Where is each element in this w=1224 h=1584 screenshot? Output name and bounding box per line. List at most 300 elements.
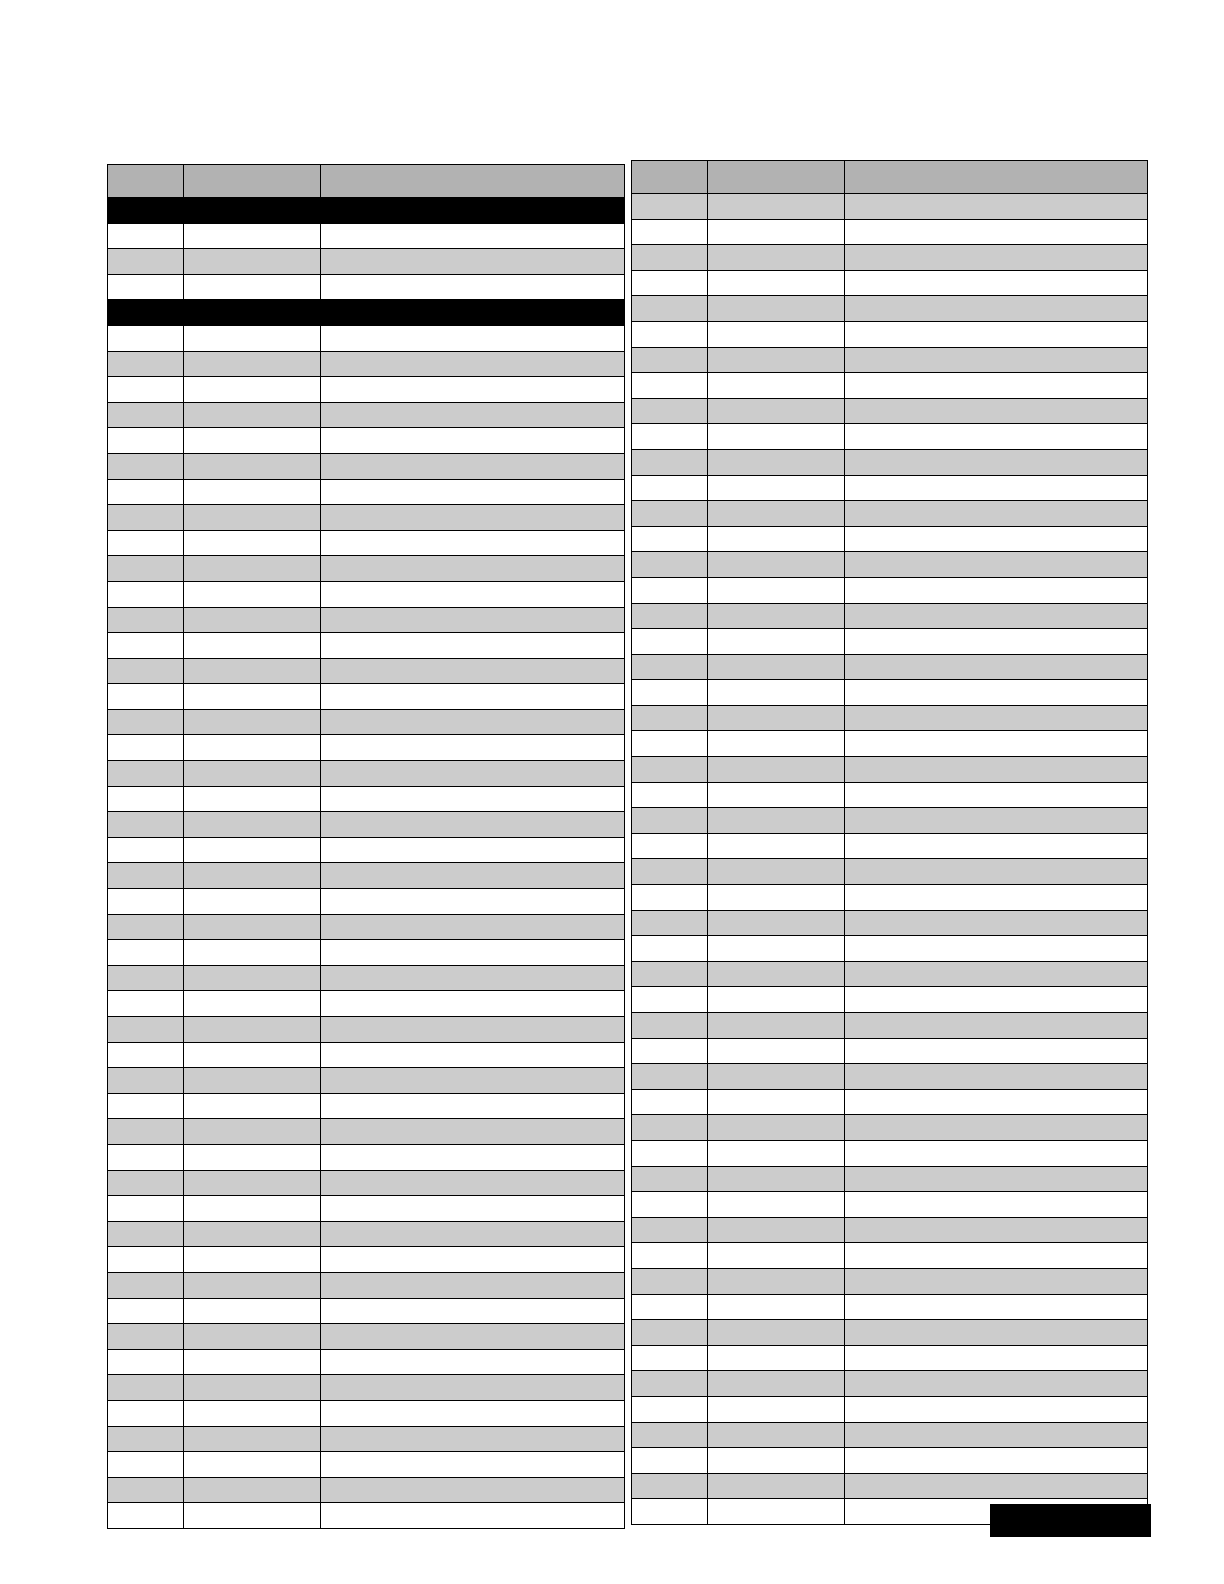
table-cell <box>632 1320 708 1346</box>
table-cell <box>708 910 845 936</box>
table-row <box>108 325 625 351</box>
table-row <box>632 1294 1148 1320</box>
table-cell <box>184 735 321 761</box>
table-cell <box>708 1499 845 1525</box>
table-cell <box>845 885 1148 911</box>
table-cell <box>108 556 184 582</box>
table-cell <box>708 1115 845 1141</box>
table-cell <box>321 786 625 812</box>
table-cell <box>321 658 625 684</box>
table-row <box>632 1192 1148 1218</box>
header-cell-2 <box>184 165 321 198</box>
table-cell <box>708 757 845 783</box>
table-cell <box>708 194 845 220</box>
table-cell <box>108 1298 184 1324</box>
table-cell <box>108 1042 184 1068</box>
table-cell <box>632 194 708 220</box>
table-cell <box>632 526 708 552</box>
table-cell <box>708 321 845 347</box>
table-cell <box>632 705 708 731</box>
table-cell <box>845 654 1148 680</box>
table-cell <box>845 475 1148 501</box>
table-cell <box>632 1345 708 1371</box>
table-cell <box>108 1170 184 1196</box>
table-row <box>632 1396 1148 1422</box>
table-row <box>108 1221 625 1247</box>
table-cell <box>108 1503 184 1529</box>
table-cell <box>108 837 184 863</box>
table-row <box>632 654 1148 680</box>
table-cell <box>845 577 1148 603</box>
table-row <box>108 991 625 1017</box>
table-cell <box>632 603 708 629</box>
table-row <box>108 1298 625 1324</box>
table-cell <box>108 479 184 505</box>
table-cell <box>845 1064 1148 1090</box>
table-row <box>632 1166 1148 1192</box>
table-cell <box>632 475 708 501</box>
table-row <box>108 633 625 659</box>
table-cell <box>108 1426 184 1452</box>
table-cell <box>845 501 1148 527</box>
table-row <box>632 245 1148 271</box>
table-cell <box>632 1140 708 1166</box>
table-cell <box>108 991 184 1017</box>
table-cell <box>708 961 845 987</box>
table-cell <box>845 1320 1148 1346</box>
table-cell <box>108 1017 184 1043</box>
table-row <box>632 577 1148 603</box>
table-row <box>108 1170 625 1196</box>
table-row <box>632 757 1148 783</box>
table-row <box>108 1042 625 1068</box>
table-cell <box>632 321 708 347</box>
table-cell <box>108 530 184 556</box>
table-cell <box>632 680 708 706</box>
table-row <box>108 940 625 966</box>
table-cell <box>184 1247 321 1273</box>
table-row <box>632 1013 1148 1039</box>
table-cell <box>845 603 1148 629</box>
table-row <box>632 424 1148 450</box>
table-cell <box>108 1144 184 1170</box>
table-cell <box>708 1371 845 1397</box>
table-cell <box>184 709 321 735</box>
table-cell <box>845 321 1148 347</box>
table-row <box>632 603 1148 629</box>
table-body <box>632 194 1148 1525</box>
table-cell <box>184 1324 321 1350</box>
table-cell <box>708 1217 845 1243</box>
table-cell <box>708 449 845 475</box>
table-row <box>108 556 625 582</box>
table-cell <box>632 885 708 911</box>
table-cell <box>108 914 184 940</box>
table-cell <box>321 1247 625 1273</box>
table-row <box>108 786 625 812</box>
table-cell <box>321 709 625 735</box>
table-cell <box>708 245 845 271</box>
table-cell <box>321 325 625 351</box>
table-cell <box>708 629 845 655</box>
table-cell <box>708 1448 845 1474</box>
table-row <box>632 910 1148 936</box>
table-cell <box>845 910 1148 936</box>
table-row <box>632 1217 1148 1243</box>
table-row <box>108 1349 625 1375</box>
table-cell <box>108 658 184 684</box>
table-cell <box>845 1013 1148 1039</box>
table-cell <box>321 223 625 249</box>
table-row <box>108 684 625 710</box>
table-cell <box>321 300 625 326</box>
table-cell <box>108 735 184 761</box>
table-cell <box>108 1221 184 1247</box>
table-row <box>108 1375 625 1401</box>
table-row <box>632 194 1148 220</box>
table-cell <box>184 1068 321 1094</box>
section-header-row <box>108 300 625 326</box>
section-header-row <box>108 198 625 224</box>
table-cell <box>632 757 708 783</box>
table-cell <box>321 1119 625 1145</box>
table-cell <box>108 274 184 300</box>
table-cell <box>321 761 625 787</box>
table-cell <box>108 377 184 403</box>
table-row <box>108 581 625 607</box>
table-cell <box>632 961 708 987</box>
table-cell <box>321 965 625 991</box>
table-cell <box>845 629 1148 655</box>
table-row <box>632 321 1148 347</box>
table-cell <box>108 428 184 454</box>
table-cell <box>845 1089 1148 1115</box>
table-cell <box>708 808 845 834</box>
table-row <box>632 808 1148 834</box>
table-cell <box>708 680 845 706</box>
table-row <box>108 274 625 300</box>
table-cell <box>845 731 1148 757</box>
table-cell <box>321 1170 625 1196</box>
table-cell <box>321 530 625 556</box>
table-row <box>632 347 1148 373</box>
table-row <box>108 1144 625 1170</box>
table-cell <box>632 1166 708 1192</box>
table-cell <box>108 1093 184 1119</box>
table-cell <box>108 325 184 351</box>
table-cell <box>708 1064 845 1090</box>
table-cell <box>845 782 1148 808</box>
table-cell <box>108 607 184 633</box>
table-cell <box>632 731 708 757</box>
table-cell <box>632 1422 708 1448</box>
table-cell <box>708 885 845 911</box>
table-cell <box>108 633 184 659</box>
table-row <box>108 453 625 479</box>
table-cell <box>184 991 321 1017</box>
table-cell <box>108 453 184 479</box>
table-row <box>108 1017 625 1043</box>
table-cell <box>632 219 708 245</box>
parts-table-left <box>107 164 625 1529</box>
table-cell <box>321 505 625 531</box>
table-cell <box>632 501 708 527</box>
parts-table-right <box>631 160 1148 1525</box>
table-cell <box>321 1017 625 1043</box>
table-row <box>108 223 625 249</box>
table-cell <box>708 731 845 757</box>
table-cell <box>845 347 1148 373</box>
table-cell <box>321 1042 625 1068</box>
table-cell <box>845 296 1148 322</box>
table-cell <box>321 889 625 915</box>
table-cell <box>184 1170 321 1196</box>
table-cell <box>632 398 708 424</box>
table-row <box>632 1064 1148 1090</box>
table-row <box>632 1345 1148 1371</box>
table-header-row <box>632 161 1148 194</box>
table-cell <box>108 581 184 607</box>
table-cell <box>108 402 184 428</box>
table-cell <box>845 1396 1148 1422</box>
table-cell <box>184 479 321 505</box>
table-cell <box>184 965 321 991</box>
table-cell <box>632 910 708 936</box>
table-cell <box>845 424 1148 450</box>
table-row <box>108 1400 625 1426</box>
table-row <box>108 658 625 684</box>
table-cell <box>632 347 708 373</box>
table-row <box>632 501 1148 527</box>
table-row <box>108 530 625 556</box>
table-cell <box>708 475 845 501</box>
table-cell <box>708 526 845 552</box>
table-cell <box>184 786 321 812</box>
table-cell <box>845 1115 1148 1141</box>
table-cell <box>184 300 321 326</box>
table-cell <box>108 1247 184 1273</box>
table-cell <box>321 428 625 454</box>
table-cell <box>321 351 625 377</box>
table-cell <box>845 1422 1148 1448</box>
table-cell <box>708 705 845 731</box>
table-cell <box>184 198 321 224</box>
table-cell <box>632 1115 708 1141</box>
table-row <box>108 812 625 838</box>
table-row <box>632 961 1148 987</box>
table-cell <box>845 552 1148 578</box>
table-row <box>108 351 625 377</box>
table-cell <box>184 633 321 659</box>
table-cell <box>708 1166 845 1192</box>
table-cell <box>184 274 321 300</box>
table-cell <box>184 940 321 966</box>
table-cell <box>708 1422 845 1448</box>
table-cell <box>708 1268 845 1294</box>
table-cell <box>108 1196 184 1222</box>
table-cell <box>708 577 845 603</box>
table-cell <box>184 325 321 351</box>
table-cell <box>708 1294 845 1320</box>
table-cell <box>108 1400 184 1426</box>
table-cell <box>845 1448 1148 1474</box>
table-cell <box>108 1452 184 1478</box>
table-cell <box>708 1396 845 1422</box>
table-cell <box>184 505 321 531</box>
table-cell <box>845 1140 1148 1166</box>
table-cell <box>321 1375 625 1401</box>
table-cell <box>184 889 321 915</box>
table-row <box>632 1140 1148 1166</box>
table-cell <box>708 1192 845 1218</box>
table-cell <box>321 1196 625 1222</box>
table-cell <box>632 987 708 1013</box>
table-row <box>632 1320 1148 1346</box>
table-cell <box>108 812 184 838</box>
table-cell <box>108 889 184 915</box>
table-row <box>108 377 625 403</box>
table-cell <box>708 552 845 578</box>
table-cell <box>184 1298 321 1324</box>
table-cell <box>184 1042 321 1068</box>
table-row <box>108 965 625 991</box>
table-cell <box>708 1243 845 1269</box>
table-cell <box>184 377 321 403</box>
table-cell <box>845 1294 1148 1320</box>
table-cell <box>845 757 1148 783</box>
table-row <box>632 475 1148 501</box>
table-cell <box>108 1119 184 1145</box>
table-row <box>632 705 1148 731</box>
table-row <box>108 709 625 735</box>
table-cell <box>184 607 321 633</box>
table-cell <box>108 761 184 787</box>
page-number-tab <box>990 1504 1151 1537</box>
table-row <box>108 249 625 275</box>
table-cell <box>632 449 708 475</box>
table-row <box>108 1068 625 1094</box>
table-cell <box>632 629 708 655</box>
table-row <box>108 479 625 505</box>
table-cell <box>845 1038 1148 1064</box>
table-cell <box>184 863 321 889</box>
table-cell <box>708 424 845 450</box>
table-cell <box>708 1473 845 1499</box>
table-cell <box>632 270 708 296</box>
table-cell <box>708 1140 845 1166</box>
table-cell <box>108 786 184 812</box>
table-cell <box>845 1192 1148 1218</box>
table-cell <box>845 936 1148 962</box>
table-cell <box>184 249 321 275</box>
header-cell-1 <box>632 161 708 194</box>
table-cell <box>108 505 184 531</box>
table-cell <box>845 194 1148 220</box>
table-row <box>632 449 1148 475</box>
table-cell <box>321 1144 625 1170</box>
table-cell <box>184 837 321 863</box>
table-cell <box>632 552 708 578</box>
table-cell <box>321 1298 625 1324</box>
table-cell <box>184 223 321 249</box>
table-cell <box>708 987 845 1013</box>
table-cell <box>184 402 321 428</box>
table-row <box>632 1268 1148 1294</box>
table-cell <box>321 377 625 403</box>
table-body <box>108 198 625 1529</box>
table-cell <box>108 1477 184 1503</box>
table-row <box>632 296 1148 322</box>
table-cell <box>321 556 625 582</box>
table-cell <box>321 1221 625 1247</box>
table-cell <box>845 1268 1148 1294</box>
table-cell <box>108 940 184 966</box>
table-cell <box>321 1426 625 1452</box>
table-cell <box>321 812 625 838</box>
table-cell <box>108 1349 184 1375</box>
table-cell <box>632 1089 708 1115</box>
table-cell <box>184 1503 321 1529</box>
table-row <box>632 219 1148 245</box>
table-row <box>632 885 1148 911</box>
table-cell <box>184 1400 321 1426</box>
table-cell <box>321 863 625 889</box>
table-row <box>632 680 1148 706</box>
table-cell <box>108 223 184 249</box>
table-cell <box>184 1119 321 1145</box>
table-cell <box>632 1217 708 1243</box>
table-cell <box>845 398 1148 424</box>
table-cell <box>708 1013 845 1039</box>
table-cell <box>708 296 845 322</box>
table-cell <box>632 245 708 271</box>
table-row <box>108 505 625 531</box>
header-cell-1 <box>108 165 184 198</box>
table-row <box>632 1115 1148 1141</box>
header-cell-3 <box>321 165 625 198</box>
table-cell <box>632 1192 708 1218</box>
table-row <box>632 629 1148 655</box>
table-row <box>108 1426 625 1452</box>
table-row <box>108 1247 625 1273</box>
table-row <box>108 863 625 889</box>
table-cell <box>632 1473 708 1499</box>
table-cell <box>632 373 708 399</box>
table-row <box>632 552 1148 578</box>
table-cell <box>632 1294 708 1320</box>
table-row <box>108 1324 625 1350</box>
table-cell <box>632 1038 708 1064</box>
table-cell <box>708 219 845 245</box>
table-cell <box>321 940 625 966</box>
table-row <box>632 1448 1148 1474</box>
table-cell <box>708 859 845 885</box>
table-cell <box>321 1400 625 1426</box>
table-row <box>108 914 625 940</box>
table-cell <box>108 249 184 275</box>
table-cell <box>632 936 708 962</box>
table-cell <box>321 633 625 659</box>
table-cell <box>108 351 184 377</box>
table-cell <box>321 684 625 710</box>
table-cell <box>845 219 1148 245</box>
table-cell <box>708 373 845 399</box>
table-row <box>632 782 1148 808</box>
table-cell <box>184 1375 321 1401</box>
table-cell <box>708 501 845 527</box>
table-cell <box>108 965 184 991</box>
table-cell <box>632 1243 708 1269</box>
